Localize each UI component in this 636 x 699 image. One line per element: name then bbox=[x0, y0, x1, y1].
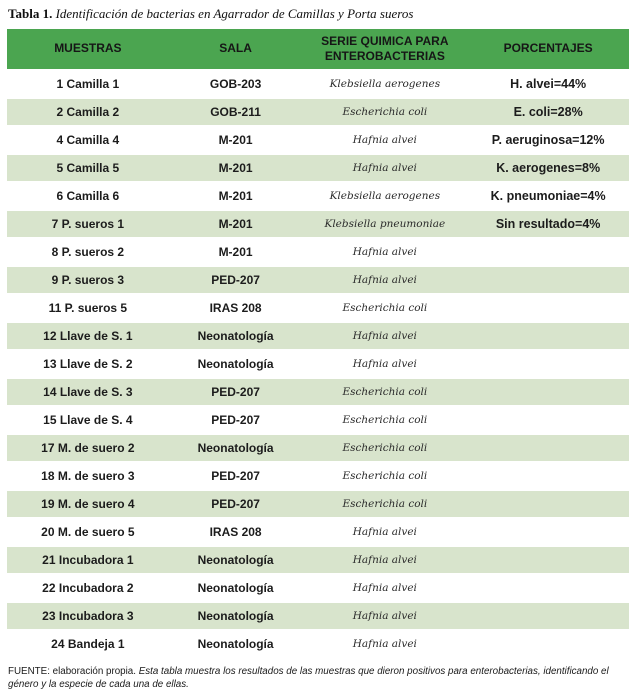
cell-muestra: 21 Incubadora 1 bbox=[7, 546, 169, 574]
table-row bbox=[7, 70, 629, 98]
cell-sala: M-201 bbox=[169, 182, 303, 210]
cell-muestra: 22 Incubadora 2 bbox=[7, 574, 169, 602]
source-note-text: Esta tabla muestra los resultados de las muestras que dieron positivos para enterobacterias, identificando el género y la especie de cada una de ellas. bbox=[8, 666, 609, 691]
table-row bbox=[7, 490, 629, 518]
table-row bbox=[7, 350, 629, 378]
cell-sala: M-201 bbox=[169, 126, 303, 154]
cell-muestra: 17 M. de suero 2 bbox=[7, 434, 169, 462]
cell-sala: Neonatología bbox=[169, 574, 303, 602]
table-caption-text: Identificación de bacterias en Agarrador de Camillas y Porta sueros bbox=[55, 6, 414, 21]
table-row bbox=[7, 210, 629, 238]
table-caption-label: Tabla 1. bbox=[8, 6, 53, 21]
cell-porcentaje bbox=[467, 266, 629, 294]
cell-porcentaje bbox=[467, 518, 629, 546]
table-row bbox=[7, 406, 629, 434]
cell-porcentaje bbox=[467, 546, 629, 574]
bacteria-identification-table bbox=[7, 29, 629, 659]
cell-serie: Hafnia alvei bbox=[302, 518, 467, 546]
cell-serie: Escherichia coli bbox=[302, 462, 467, 490]
cell-muestra: 23 Incubadora 3 bbox=[7, 602, 169, 630]
cell-porcentaje: Sin resultado=4% bbox=[467, 210, 629, 238]
cell-serie: Hafnia alvei bbox=[302, 350, 467, 378]
cell-muestra: 20 M. de suero 5 bbox=[7, 518, 169, 546]
table-row bbox=[7, 434, 629, 462]
cell-sala: PED-207 bbox=[169, 378, 303, 406]
cell-muestra: 9 P. sueros 3 bbox=[7, 266, 169, 294]
cell-porcentaje bbox=[467, 490, 629, 518]
cell-muestra: 13 Llave de S. 2 bbox=[7, 350, 169, 378]
cell-serie: Hafnia alvei bbox=[302, 322, 467, 350]
cell-sala: M-201 bbox=[169, 238, 303, 266]
cell-sala: IRAS 208 bbox=[169, 294, 303, 322]
cell-muestra: 24 Bandeja 1 bbox=[7, 630, 169, 658]
cell-serie: Klebsiella aerogenes bbox=[302, 182, 467, 210]
table-row bbox=[7, 266, 629, 294]
table-row bbox=[7, 574, 629, 602]
table-row bbox=[7, 322, 629, 350]
cell-sala: Neonatología bbox=[169, 434, 303, 462]
cell-porcentaje bbox=[467, 434, 629, 462]
cell-porcentaje bbox=[467, 574, 629, 602]
cell-muestra: 1 Camilla 1 bbox=[7, 70, 169, 98]
table-row bbox=[7, 518, 629, 546]
table-row bbox=[7, 546, 629, 574]
cell-muestra: 14 Llave de S. 3 bbox=[7, 378, 169, 406]
column-header-muestras: MUESTRAS bbox=[7, 29, 169, 70]
cell-serie: Hafnia alvei bbox=[302, 126, 467, 154]
cell-serie: Escherichia coli bbox=[302, 490, 467, 518]
cell-serie: Hafnia alvei bbox=[302, 546, 467, 574]
cell-sala: Neonatología bbox=[169, 322, 303, 350]
cell-muestra: 5 Camilla 5 bbox=[7, 154, 169, 182]
cell-porcentaje bbox=[467, 322, 629, 350]
cell-sala: PED-207 bbox=[169, 490, 303, 518]
cell-serie: Hafnia alvei bbox=[302, 602, 467, 630]
cell-porcentaje: K. aerogenes=8% bbox=[467, 154, 629, 182]
table-row bbox=[7, 294, 629, 322]
cell-serie: Escherichia coli bbox=[302, 378, 467, 406]
table-row bbox=[7, 462, 629, 490]
cell-muestra: 7 P. sueros 1 bbox=[7, 210, 169, 238]
cell-porcentaje bbox=[467, 294, 629, 322]
cell-sala: Neonatología bbox=[169, 602, 303, 630]
cell-porcentaje bbox=[467, 630, 629, 658]
cell-porcentaje: H. alvei=44% bbox=[467, 70, 629, 98]
cell-porcentaje: E. coli=28% bbox=[467, 98, 629, 126]
cell-porcentaje bbox=[467, 462, 629, 490]
column-header-sala: SALA bbox=[169, 29, 303, 70]
cell-porcentaje: K. pneumoniae=4% bbox=[467, 182, 629, 210]
cell-serie: Hafnia alvei bbox=[302, 630, 467, 658]
cell-porcentaje bbox=[467, 602, 629, 630]
cell-sala: Neonatología bbox=[169, 350, 303, 378]
column-header-porcentajes: PORCENTAJES bbox=[467, 29, 629, 70]
cell-serie: Hafnia alvei bbox=[302, 238, 467, 266]
cell-sala: PED-207 bbox=[169, 462, 303, 490]
cell-muestra: 18 M. de suero 3 bbox=[7, 462, 169, 490]
cell-sala: M-201 bbox=[169, 210, 303, 238]
cell-serie: Escherichia coli bbox=[302, 434, 467, 462]
table-row bbox=[7, 182, 629, 210]
table-row bbox=[7, 630, 629, 658]
cell-serie: Klebsiella aerogenes bbox=[302, 70, 467, 98]
cell-serie: Hafnia alvei bbox=[302, 154, 467, 182]
cell-serie: Hafnia alvei bbox=[302, 574, 467, 602]
cell-sala: PED-207 bbox=[169, 266, 303, 294]
cell-porcentaje: P. aeruginosa=12% bbox=[467, 126, 629, 154]
cell-sala: GOB-211 bbox=[169, 98, 303, 126]
cell-serie: Klebsiella pneumoniae bbox=[302, 210, 467, 238]
table-body bbox=[7, 70, 629, 658]
cell-serie: Escherichia coli bbox=[302, 406, 467, 434]
cell-porcentaje bbox=[467, 406, 629, 434]
table-caption bbox=[8, 6, 629, 22]
cell-porcentaje bbox=[467, 238, 629, 266]
cell-muestra: 2 Camilla 2 bbox=[7, 98, 169, 126]
table-row bbox=[7, 154, 629, 182]
cell-muestra: 8 P. sueros 2 bbox=[7, 238, 169, 266]
table-header-row bbox=[7, 29, 629, 70]
cell-sala: GOB-203 bbox=[169, 70, 303, 98]
cell-muestra: 6 Camilla 6 bbox=[7, 182, 169, 210]
cell-muestra: 4 Camilla 4 bbox=[7, 126, 169, 154]
cell-sala: IRAS 208 bbox=[169, 518, 303, 546]
cell-sala: Neonatología bbox=[169, 630, 303, 658]
table-row bbox=[7, 238, 629, 266]
source-note bbox=[8, 665, 632, 691]
cell-sala: M-201 bbox=[169, 154, 303, 182]
cell-serie: Escherichia coli bbox=[302, 98, 467, 126]
cell-porcentaje bbox=[467, 378, 629, 406]
column-header-serie: SERIE QUIMICA PARA ENTEROBACTERIAS bbox=[302, 29, 467, 70]
cell-muestra: 15 Llave de S. 4 bbox=[7, 406, 169, 434]
cell-muestra: 12 Llave de S. 1 bbox=[7, 322, 169, 350]
table-row bbox=[7, 378, 629, 406]
source-note-label: FUENTE: elaboración propia. bbox=[8, 666, 136, 678]
table-row bbox=[7, 602, 629, 630]
table-row bbox=[7, 98, 629, 126]
cell-porcentaje bbox=[467, 350, 629, 378]
table-row bbox=[7, 126, 629, 154]
cell-sala: PED-207 bbox=[169, 406, 303, 434]
cell-serie: Hafnia alvei bbox=[302, 266, 467, 294]
cell-muestra: 11 P. sueros 5 bbox=[7, 294, 169, 322]
cell-sala: Neonatología bbox=[169, 546, 303, 574]
cell-serie: Escherichia coli bbox=[302, 294, 467, 322]
cell-muestra: 19 M. de suero 4 bbox=[7, 490, 169, 518]
